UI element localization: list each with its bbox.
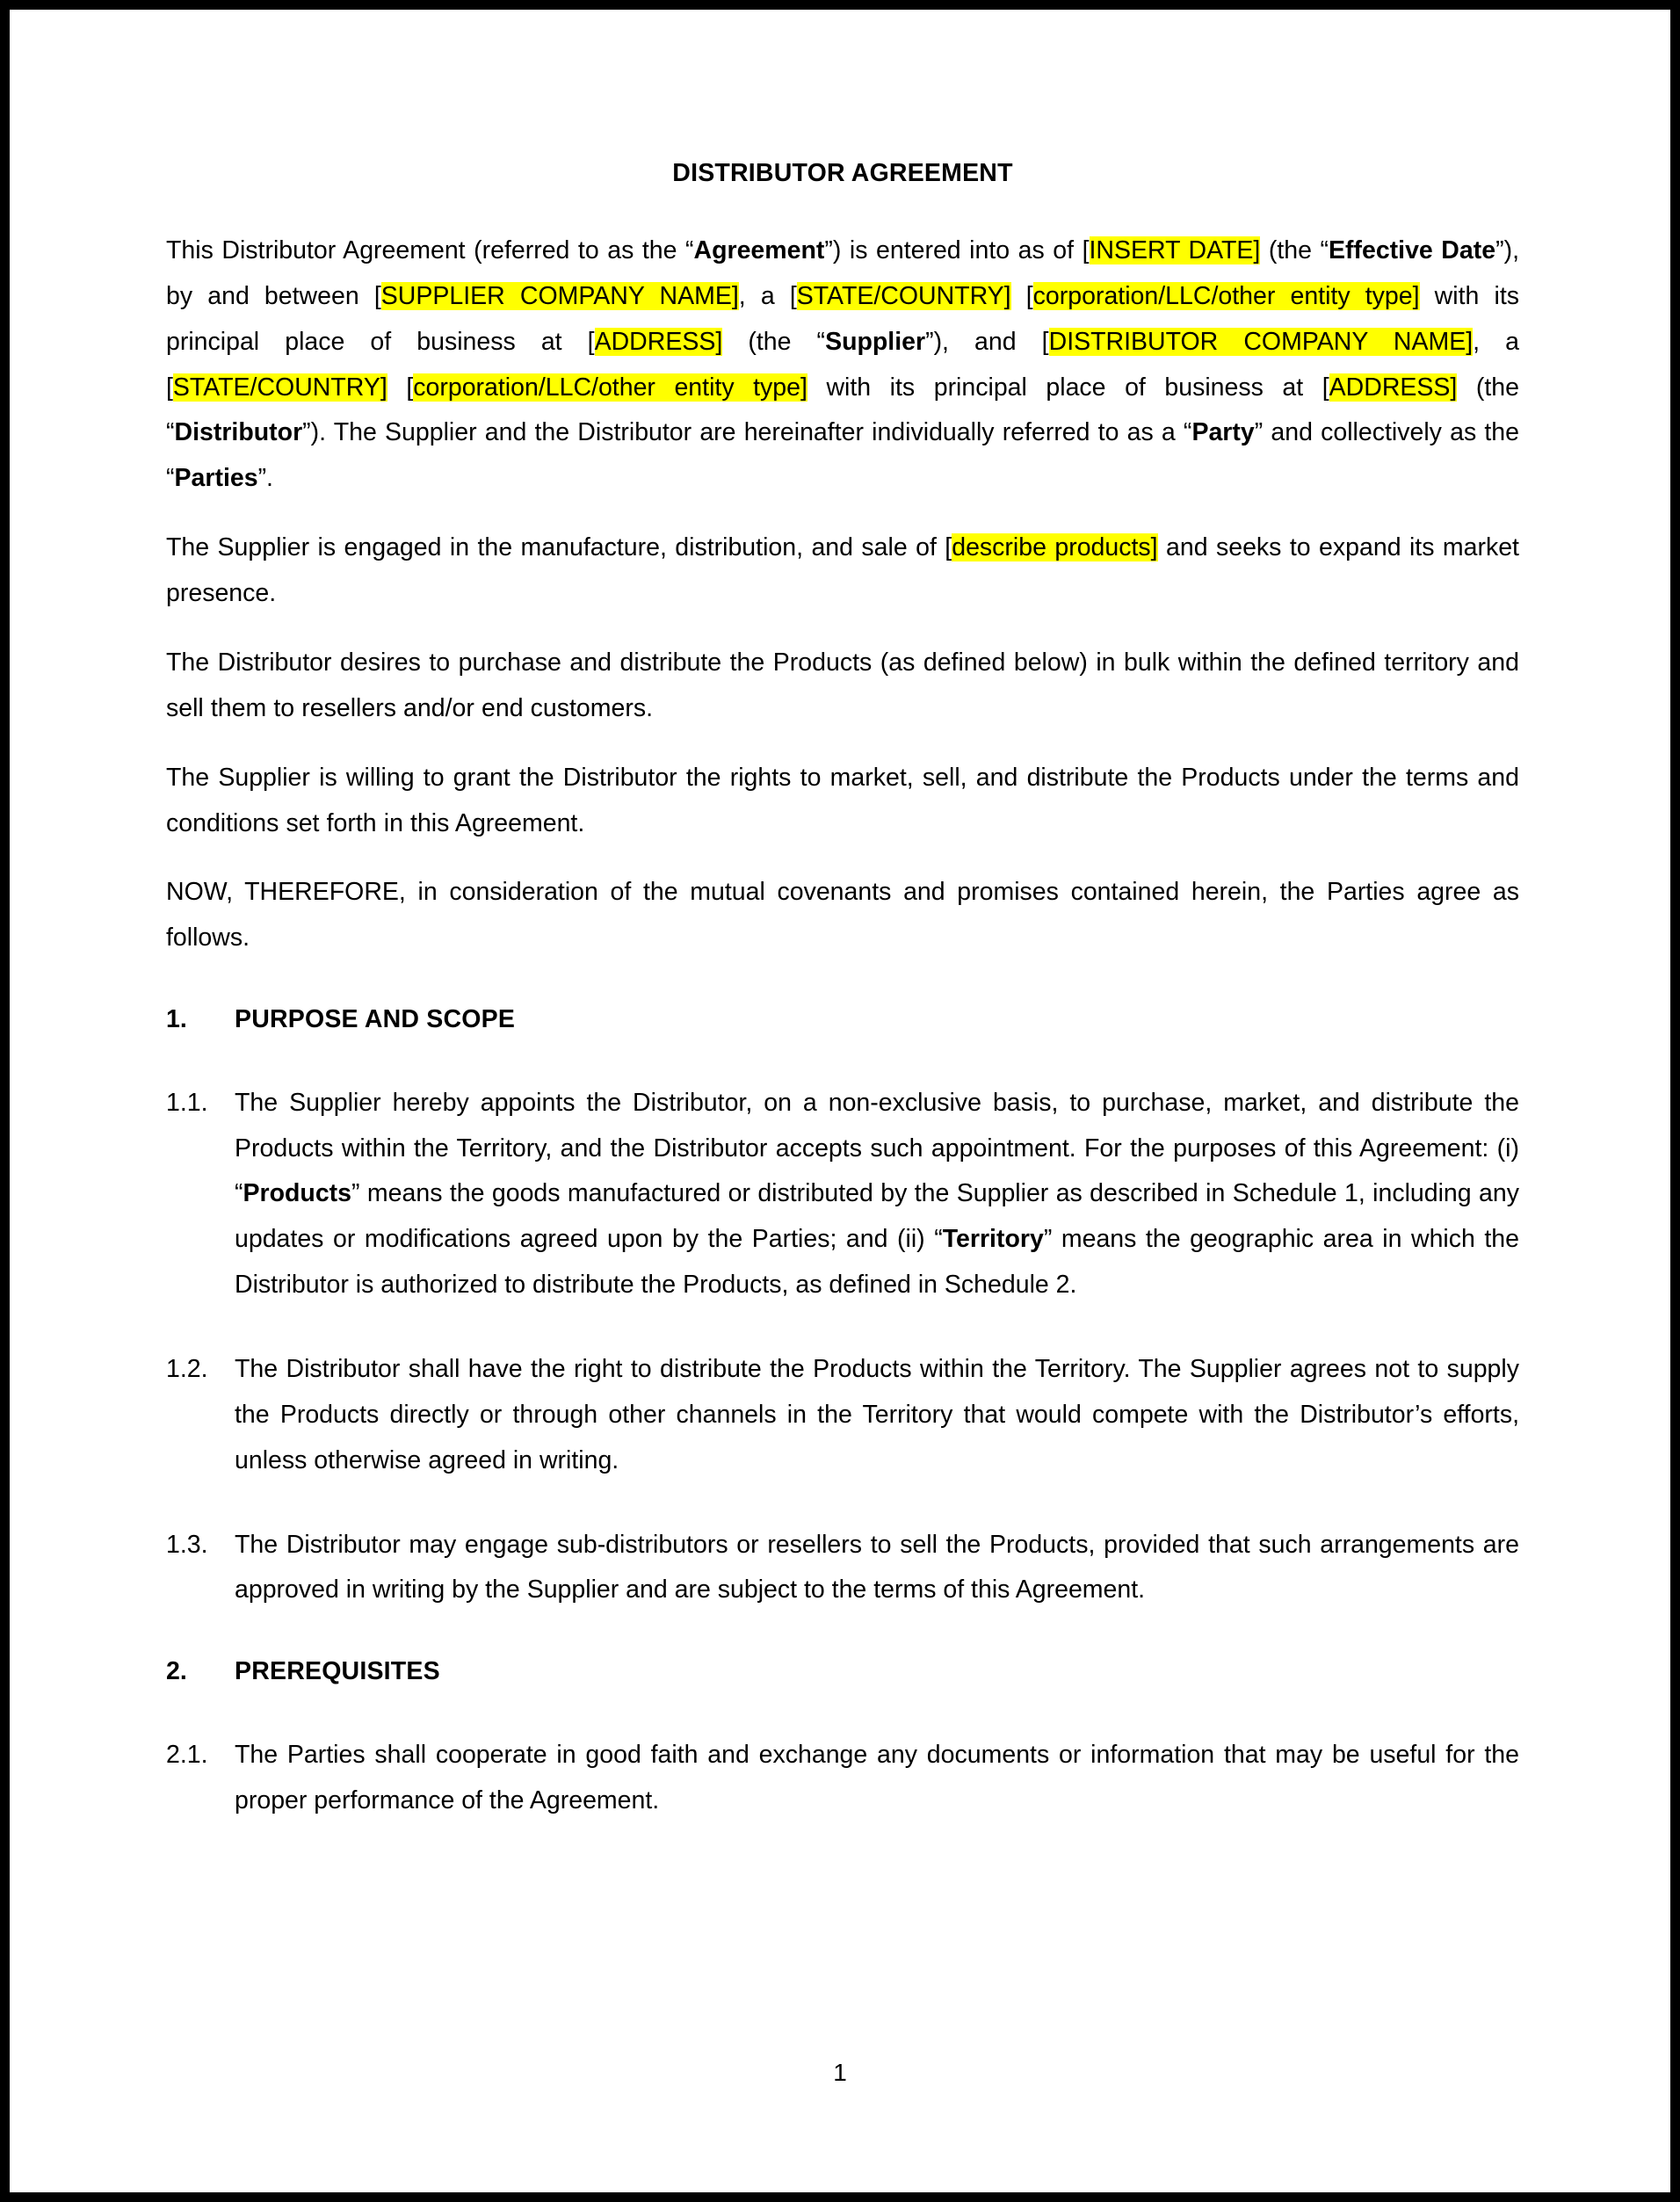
clause-number: 1.2. [166,1354,208,1383]
placeholder-supplier-state-country: STATE/COUNTRY] [796,281,1011,310]
section-title: PREREQUISITES [235,1657,440,1686]
placeholder-distributor-state-country: STATE/COUNTRY] [172,373,387,402]
text-run: ”). The Supplier and the Distributor are hereinafter individually referred to as a “ [302,418,1192,447]
page-title: DISTRIBUTOR AGREEMENT [672,159,1013,187]
page-canvas [10,10,1670,2192]
placeholder-distributor-address: ADDRESS] [1329,373,1458,402]
preamble-paragraph-2 [166,525,1519,617]
defined-term-effective-date: Effective Date [1328,236,1496,265]
preamble-paragraph-now-therefore: NOW, THEREFORE, in consideration of the mutual covenants and promises contained herein, the Parties agree as follows. [166,878,1519,953]
text-run: [ [387,373,414,402]
defined-term-agreement: Agreement [693,236,825,265]
placeholder-describe-products: describe products] [952,533,1158,562]
section-title: PURPOSE AND SCOPE [235,1005,516,1034]
clause-2-1 [166,1733,1519,1824]
document-body [166,157,1519,1863]
clause-number: 2.1. [166,1740,208,1769]
section-number: 1. [166,1005,187,1034]
section-heading-1 [166,1000,1519,1040]
clause-1-2 [166,1347,1519,1484]
clause-number: 1.1. [166,1088,208,1117]
clause-1-3 [166,1523,1519,1614]
text-run: ”), by and between [ [166,236,1519,310]
text-run: The Supplier hereby appoints the Distributor, on a non-exclusive basis, to purchase, market, and distribute the Products within the Territory, and the Distributor accepts such appointment. For the purposes of this Agreement: (i) “ [235,1088,1519,1208]
text-run: (the “ [722,327,826,356]
placeholder-supplier-entity-type: corporation/LLC/other entity type] [1032,281,1420,310]
text-run: (the “ [166,373,1519,447]
clause-body: The Parties shall cooperate in good faith and exchange any documents or information that may be useful for the proper performance of the Agreement. [235,1740,1519,1814]
preamble-paragraph-4: The Supplier is willing to grant the Distributor the rights to market, sell, and distribute the Products under the terms and conditions set forth in this Agreement. [166,763,1519,837]
text-run: with its principal place of business at [ [807,373,1329,402]
defined-term-products: Products [243,1179,352,1208]
clause-number: 1.3. [166,1530,208,1559]
text-run: with its principal place of business at [ [166,281,1519,356]
placeholder-supplier-address: ADDRESS] [594,327,723,356]
text-run: [ [1010,281,1033,310]
page-number-footer: 1 [833,2059,847,2086]
defined-term-supplier: Supplier [825,327,926,356]
defined-term-party: Party [1191,418,1255,447]
preamble-paragraph-1 [166,228,1519,502]
placeholder-distributor-entity-type: corporation/LLC/other entity type] [413,373,807,402]
text-run: (the “ [1260,236,1329,265]
clause-1-1 [166,1081,1519,1308]
section-heading-2 [166,1652,1519,1692]
text-run: ” and collectively as the “ [166,418,1519,493]
preamble-paragraph-3: The Distributor desires to purchase and distribute the Products (as defined below) in bulk within the defined territory and sell them to resellers and/or end customers. [166,648,1519,722]
text-run: ”. [257,464,273,493]
defined-term-territory: Territory [942,1225,1044,1254]
text-run: ”), and [ [925,327,1049,356]
placeholder-insert-date: INSERT DATE] [1089,236,1261,265]
clause-body [235,1081,1519,1308]
text-run: ”) is entered into as of [ [824,236,1090,265]
section-number: 2. [166,1657,187,1686]
text-run: and seeks to expand its market presence. [166,533,1519,608]
clause-body: The Distributor may engage sub-distributors or resellers to sell the Products, provided that such arrangements are approved in writing by the Supplier and are subject to the terms of this Agreement. [235,1530,1519,1604]
defined-term-parties: Parties [174,464,258,493]
text-run: ” means the geographic area in which the Distributor is authorized to distribute the Products, as defined in Schedule 2. [235,1225,1520,1300]
text-run: The Supplier is engaged in the manufacture, distribution, and sale of [ [166,533,952,562]
text-run: , a [ [166,327,1520,402]
text-run: , a [ [738,281,797,310]
clause-body: The Distributor shall have the right to distribute the Products within the Territory. The Supplier agrees not to supply the Products directly or through other channels in the Territory that would compete with the Distributor’s efforts, unless otherwise agreed in writing. [235,1354,1519,1474]
text-run: ” means the goods manufactured or distributed by the Supplier as described in Schedule 1, including any updates or modifications agreed upon by the Parties; and (ii) “ [235,1179,1519,1254]
text-run: This Distributor Agreement (referred to as the “ [166,236,694,265]
placeholder-supplier-company-name: SUPPLIER COMPANY NAME] [380,281,739,310]
placeholder-distributor-company-name: DISTRIBUTOR COMPANY NAME] [1048,327,1474,356]
defined-term-distributor: Distributor [174,418,303,447]
